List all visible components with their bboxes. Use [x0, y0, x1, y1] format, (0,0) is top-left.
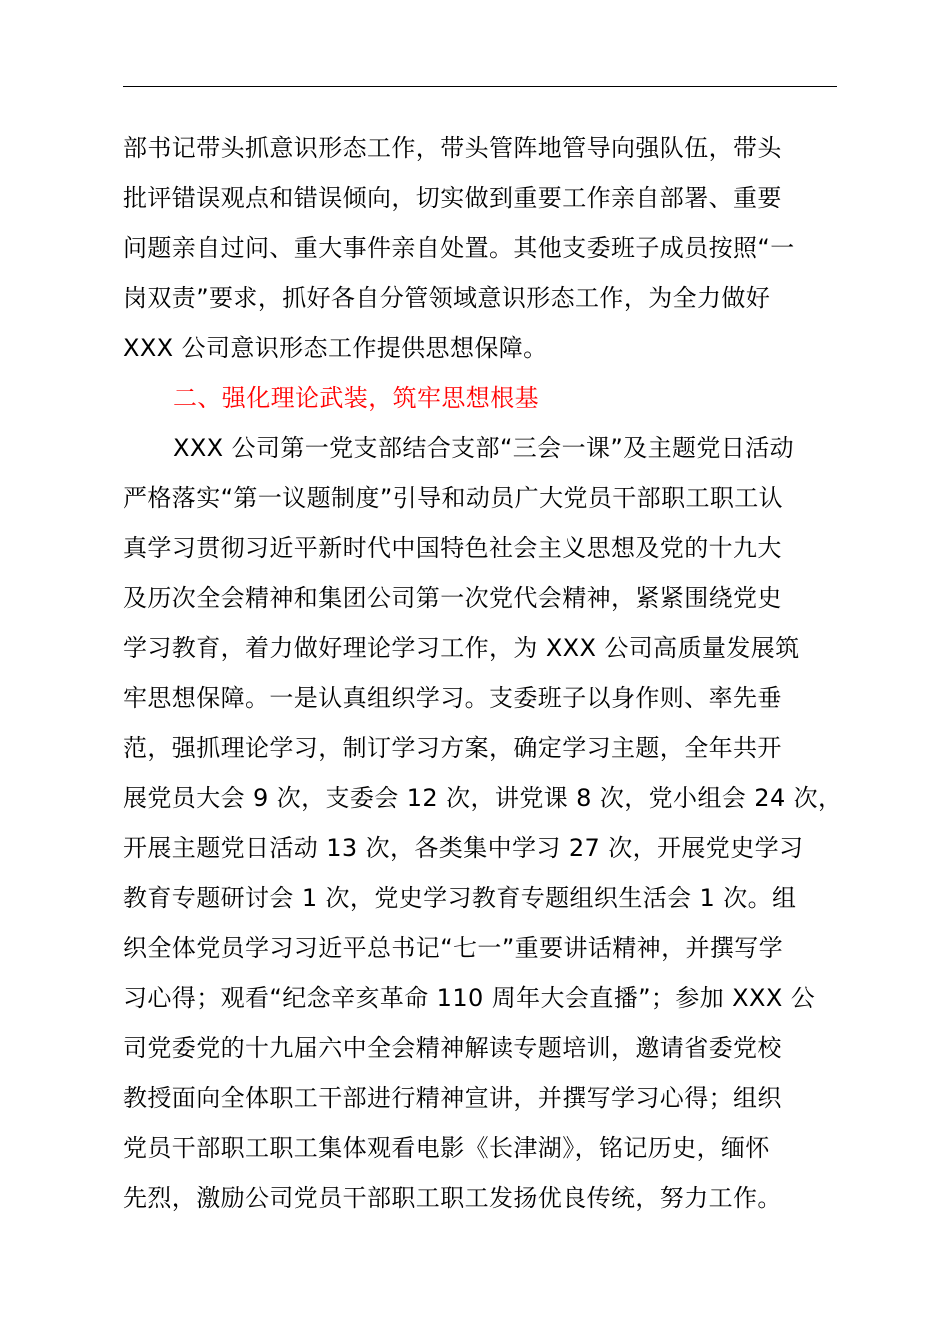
paragraph-1-line-3: 问题亲自过问、重大事件亲自处置。其他支委班子成员按照“一 [123, 234, 795, 262]
paragraph-2-line-10: 教育专题研讨会 1 次，党史学习教育专题组织生活会 1 次。组 [123, 884, 797, 912]
paragraph-2-line-2: 严格落实“第一议题制度”引导和动员广大党员干部职工职工认 [123, 484, 784, 512]
paragraph-2-line-7: 范，强抓理论学习，制订学习方案，确定学习主题，全年共开 [123, 734, 782, 762]
paragraph-1-line-5: XXX 公司意识形态工作提供思想保障。 [123, 334, 548, 362]
paragraph-2-line-13: 司党委党的十九届六中全会精神解读专题培训，邀请省委党校 [123, 1034, 782, 1062]
paragraph-2-line-11: 织全体党员学习习近平总书记“七一”重要讲话精神，并撰写学 [123, 934, 784, 962]
paragraph-2-line-12: 习心得；观看“纪念辛亥革命 110 周年大会直播”；参加 XXX 公 [123, 984, 816, 1012]
paragraph-1-line-1: 部书记带头抓意识形态工作，带头管阵地管导向强队伍，带头 [123, 134, 782, 162]
paragraph-2-line-9: 开展主题党日活动 13 次，各类集中学习 27 次，开展党史学习 [123, 834, 804, 862]
paragraph-2-line-8: 展党员大会 9 次，支委会 12 次，讲党课 8 次，党小组会 24 次， [123, 784, 843, 812]
paragraph-2-line-15: 党员干部职工职工集体观看电影《长津湖》，铭记历史，缅怀 [123, 1134, 770, 1162]
paragraph-2-line-5: 学习教育，着力做好理论学习工作，为 XXX 公司高质量发展筑 [123, 634, 800, 662]
paragraph-1-line-2: 批评错误观点和错误倾向，切实做到重要工作亲自部署、重要 [123, 184, 782, 212]
paragraph-2-line-14: 教授面向全体职工干部进行精神宣讲，并撰写学习心得；组织 [123, 1084, 782, 1112]
paragraph-1-line-4: 岗双责”要求，抓好各自分管领域意识形态工作，为全力做好 [123, 284, 771, 312]
paragraph-2-line-1: XXX 公司第一党支部结合支部“三会一课”及主题党日活动 [173, 434, 795, 462]
paragraph-2-line-3: 真学习贯彻习近平新时代中国特色社会主义思想及党的十九大 [123, 534, 782, 562]
paragraph-2-line-6: 牢思想保障。一是认真组织学习。支委班子以身作则、率先垂 [123, 684, 782, 712]
section-heading: 二、强化理论武装，筑牢思想根基 [173, 384, 539, 412]
paragraph-2-line-16: 先烈，激励公司党员干部职工职工发扬优良传统，努力工作。 [123, 1184, 782, 1212]
header-rule [123, 86, 837, 87]
paragraph-2-line-4: 及历次全会精神和集团公司第一次党代会精神，紧紧围绕党史 [123, 584, 782, 612]
